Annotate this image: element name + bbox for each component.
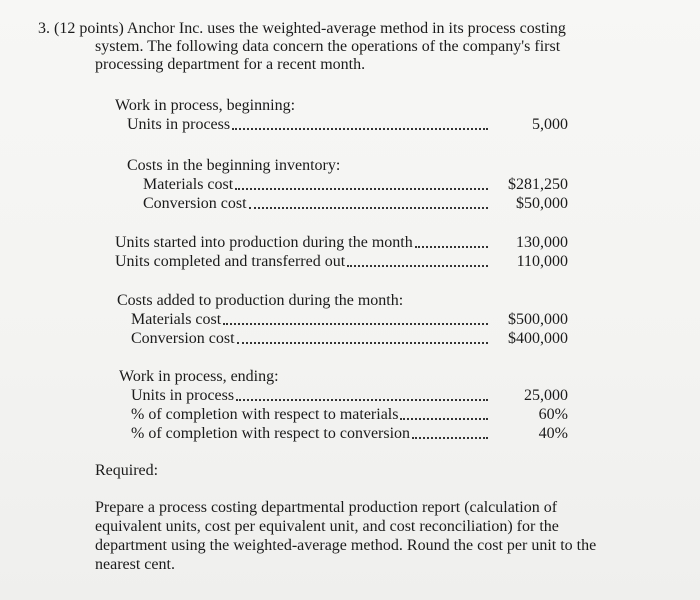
dotted-leader	[236, 398, 488, 401]
wip-ending-conversion-pct-row	[131, 425, 490, 443]
wip-ending-materials-pct-label: % of completion with respect to materials	[131, 406, 399, 423]
dotted-leader	[347, 264, 488, 267]
added-conversion-label: Conversion cost	[131, 330, 235, 347]
units-started-row	[115, 234, 490, 252]
required-heading: Required:	[95, 462, 159, 479]
dotted-leader	[415, 245, 488, 248]
wip-ending-heading: Work in process, ending:	[119, 368, 279, 385]
wip-beginning-heading: Work in process, beginning:	[115, 97, 296, 114]
wip-ending-units-value: 25,000	[524, 387, 568, 404]
question-text-1: (12 points) Anchor Inc. uses the weighted-average method in its process costing	[54, 20, 566, 37]
added-conversion-value: $400,000	[508, 330, 568, 347]
added-materials-value: $500,000	[508, 311, 568, 328]
required-line-1: Prepare a process costing departmental production report (calculation of	[95, 499, 558, 516]
wip-ending-units-row	[131, 387, 490, 405]
added-costs-heading: Costs added to production during the month:	[117, 292, 404, 309]
beginning-materials-value: $281,250	[508, 176, 568, 193]
beginning-materials-label: Materials cost	[143, 176, 234, 193]
question-line-3: processing department for a recent month.	[95, 56, 366, 73]
required-line-2: equivalent units, cost per equivalent unit, and cost reconciliation) for the	[95, 518, 559, 535]
wip-beginning-units-value: 5,000	[532, 116, 568, 133]
added-materials-label: Materials cost	[131, 311, 222, 328]
dotted-leader	[235, 187, 488, 190]
dotted-leader	[400, 417, 488, 420]
dotted-leader	[249, 206, 488, 209]
question-line-1	[38, 20, 566, 38]
wip-beginning-units-label: Units in process	[127, 116, 231, 133]
units-completed-label: Units completed and transferred out	[115, 253, 346, 270]
added-materials-row	[131, 311, 490, 329]
required-line-3: department using the weighted-average method. Round the cost per unit to the	[95, 537, 597, 554]
beginning-conversion-row	[143, 195, 490, 213]
units-started-label: Units started into production during the month	[115, 234, 413, 251]
dotted-leader	[237, 341, 488, 344]
wip-ending-conversion-pct-value: 40%	[538, 425, 568, 442]
added-conversion-row	[131, 330, 490, 348]
wip-ending-materials-pct-value: 60%	[538, 406, 568, 423]
question-number: 3.	[38, 20, 50, 37]
units-started-value: 130,000	[516, 234, 568, 251]
beginning-conversion-value: $50,000	[516, 195, 568, 212]
question-line-2: system. The following data concern the operations of the company's first	[95, 38, 561, 55]
beginning-costs-heading: Costs in the beginning inventory:	[127, 157, 341, 174]
dotted-leader	[412, 436, 488, 439]
units-completed-row	[115, 253, 490, 271]
required-line-4: nearest cent.	[95, 556, 175, 573]
dotted-leader	[223, 322, 488, 325]
wip-beginning-units-row	[127, 116, 490, 134]
units-completed-value: 110,000	[516, 253, 568, 270]
wip-ending-conversion-pct-label: % of completion with respect to conversion	[131, 425, 411, 442]
wip-ending-units-label: Units in process	[131, 387, 235, 404]
wip-ending-materials-pct-row	[131, 406, 490, 424]
beginning-conversion-label: Conversion cost	[143, 195, 247, 212]
beginning-materials-row	[143, 176, 490, 194]
dotted-leader	[232, 127, 488, 130]
